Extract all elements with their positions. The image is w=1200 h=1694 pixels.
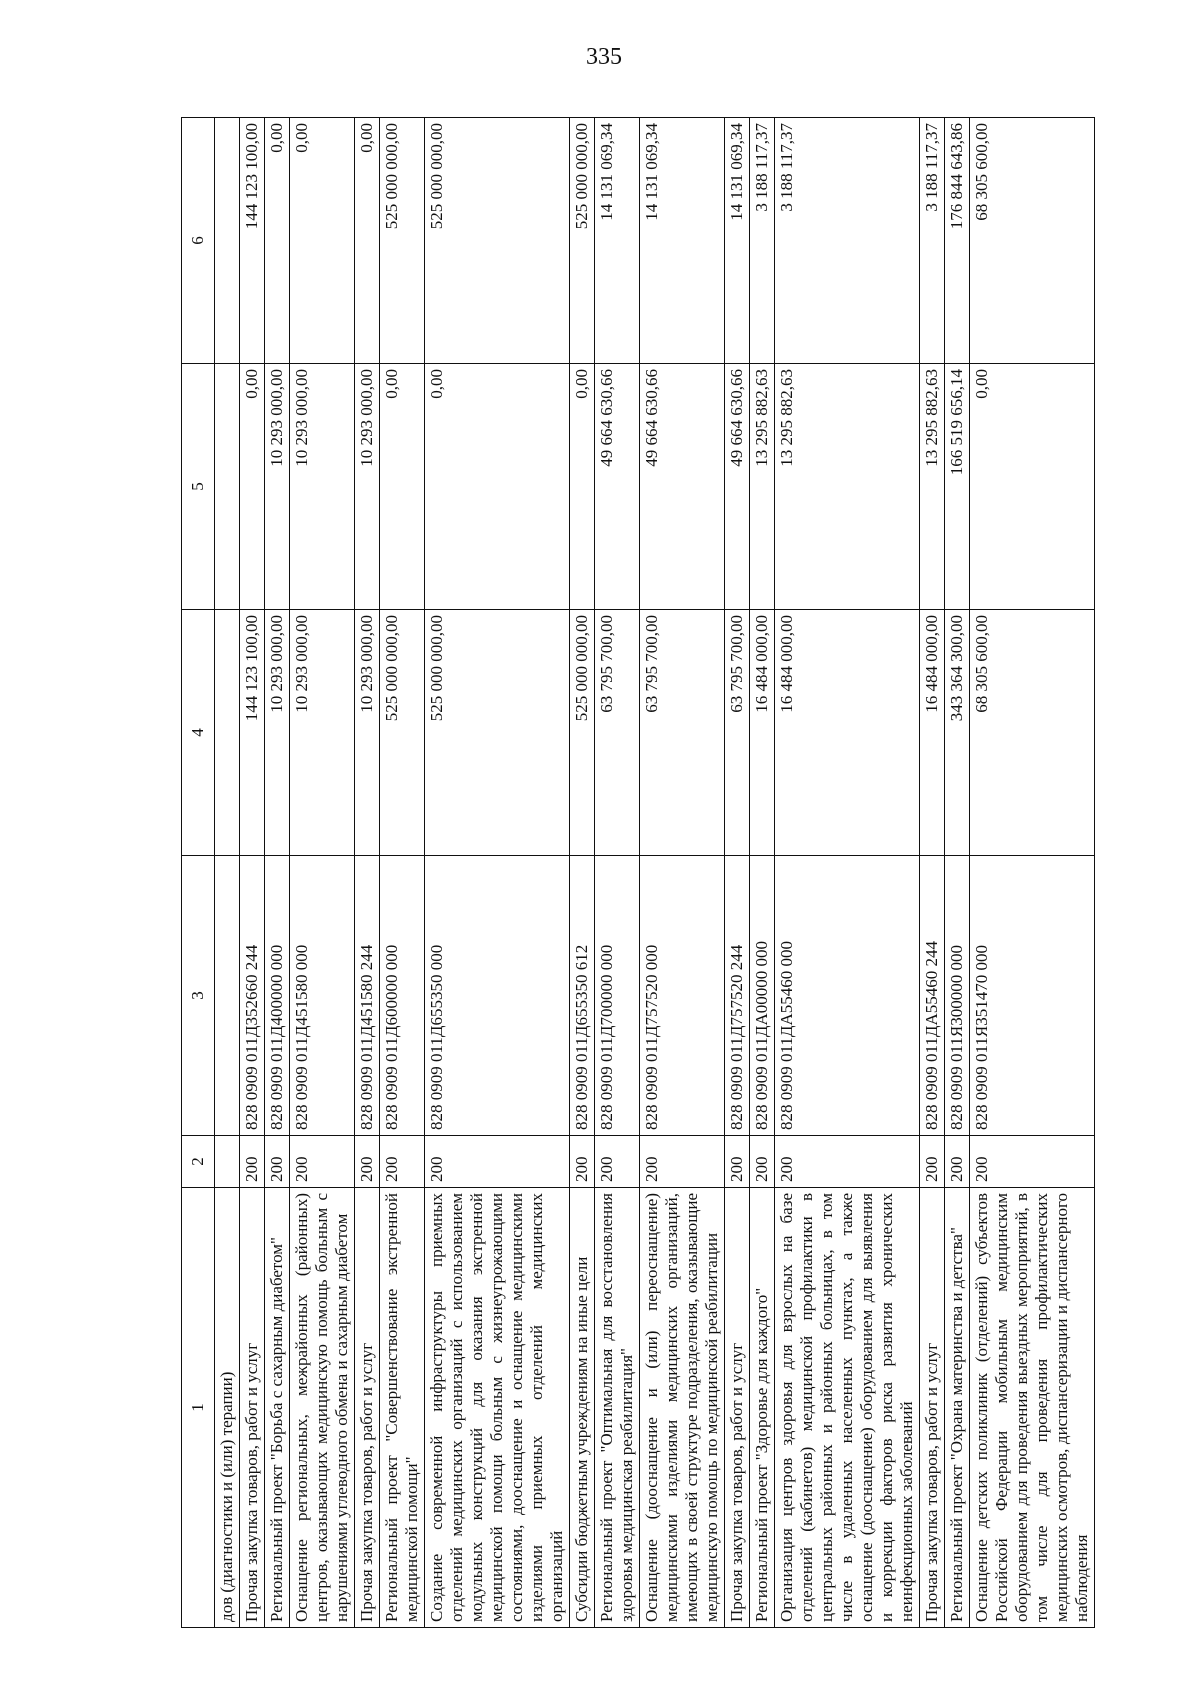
row-value-col5: 166 519 656,14 (945, 364, 970, 610)
row-code (215, 1136, 240, 1188)
row-value-col5: 0,00 (425, 364, 570, 610)
row-kbk: 828 0909 011Д600000 000 (380, 856, 425, 1136)
row-code: 200 (920, 1136, 945, 1188)
row-kbk: 828 0909 011Д700000 000 (595, 856, 640, 1136)
row-name: Прочая закупка товаров, работ и услуг (920, 1188, 945, 1628)
table-row (775, 118, 920, 1628)
table-row (945, 118, 970, 1628)
row-code: 200 (570, 1136, 595, 1188)
row-value-col5: 0,00 (380, 364, 425, 610)
row-kbk: 828 0909 011Д655350 612 (570, 856, 595, 1136)
table-row (215, 118, 240, 1628)
row-value-col4: 63 795 700,00 (725, 610, 750, 856)
row-value-col4 (215, 610, 240, 856)
row-kbk: 828 0909 011Д352660 244 (240, 856, 265, 1136)
row-value-col5: 49 664 630,66 (725, 364, 750, 610)
row-code: 200 (265, 1136, 290, 1188)
row-code: 200 (945, 1136, 970, 1188)
row-value-col4: 10 293 000,00 (355, 610, 380, 856)
row-value-col6: 525 000 000,00 (380, 118, 425, 364)
row-code: 200 (355, 1136, 380, 1188)
row-kbk: 828 0909 011Д757520 244 (725, 856, 750, 1136)
row-value-col5: 0,00 (970, 364, 1095, 610)
row-value-col4: 144 123 100,00 (240, 610, 265, 856)
row-value-col4: 16 484 000,00 (775, 610, 920, 856)
row-value-col5: 0,00 (570, 364, 595, 610)
row-value-col5: 49 664 630,66 (640, 364, 725, 610)
row-name: дов (диагностики и (или) терапии) (215, 1188, 240, 1628)
row-value-col6: 3 188 117,37 (775, 118, 920, 364)
row-value-col4: 63 795 700,00 (640, 610, 725, 856)
row-value-col4: 16 484 000,00 (920, 610, 945, 856)
table-body (215, 118, 1095, 1628)
row-name: Создание современной инфраструктуры приемных отделений медицинских организаций с использованием модульных конструкций для оказания экстренной медицинской помощи больным с жизнеугрожающими состояниями, дооснащение и оснащение медицинскими изделиями приемных отделений медицинских организаций (425, 1188, 570, 1628)
page-number: 335 (586, 44, 622, 70)
row-value-col6: 14 131 069,34 (725, 118, 750, 364)
row-code: 200 (380, 1136, 425, 1188)
row-value-col6 (215, 118, 240, 364)
row-kbk: 828 0909 011ДА55460 244 (920, 856, 945, 1136)
table-row (380, 118, 425, 1628)
row-value-col5: 13 295 882,63 (775, 364, 920, 610)
row-name: Региональный проект "Борьба с сахарным диабетом" (265, 1188, 290, 1628)
header-col-4: 4 (182, 610, 215, 856)
row-value-col4: 525 000 000,00 (380, 610, 425, 856)
table-row (290, 118, 355, 1628)
table-row (920, 118, 945, 1628)
table-row (240, 118, 265, 1628)
row-value-col6: 3 188 117,37 (750, 118, 775, 364)
row-value-col6: 525 000 000,00 (425, 118, 570, 364)
row-kbk: 828 0909 011Д655350 000 (425, 856, 570, 1136)
row-code: 200 (750, 1136, 775, 1188)
budget-table (181, 117, 1095, 1628)
row-value-col6: 0,00 (265, 118, 290, 364)
row-value-col5: 10 293 000,00 (290, 364, 355, 610)
row-value-col5: 49 664 630,66 (595, 364, 640, 610)
row-value-col4: 10 293 000,00 (265, 610, 290, 856)
row-kbk: 828 0909 011Д451580 000 (290, 856, 355, 1136)
row-name: Оснащение детских поликлиник (отделений) субъектов Российской Федерации мобильным медицинским оборудованием для проведения выездных мероприятий, в том числе для проведения профилактических медицинских осмотров, диспансеризации и диспансерного наблюдения (970, 1188, 1095, 1628)
table-row (355, 118, 380, 1628)
row-value-col5 (215, 364, 240, 610)
row-name: Прочая закупка товаров, работ и услуг (355, 1188, 380, 1628)
row-value-col4: 10 293 000,00 (290, 610, 355, 856)
row-value-col5: 10 293 000,00 (355, 364, 380, 610)
row-value-col6: 0,00 (290, 118, 355, 364)
header-row (182, 118, 215, 1628)
row-name: Прочая закупка товаров, работ и услуг (725, 1188, 750, 1628)
row-value-col6: 3 188 117,37 (920, 118, 945, 364)
row-code: 200 (970, 1136, 1095, 1188)
row-value-col6: 525 000 000,00 (570, 118, 595, 364)
row-code: 200 (425, 1136, 570, 1188)
row-name: Организация центров здоровья для взрослых на базе отделений (кабинетов) медицинской профилактики в центральных районных и районных больницах, в том числе в удаленных населенных пунктах, а также оснащение (дооснащение) оборудованием для выявления и коррекции факторов риска развития хронических неинфекционных заболеваний (775, 1188, 920, 1628)
table-row (265, 118, 290, 1628)
row-kbk (215, 856, 240, 1136)
row-kbk: 828 0909 011Д400000 000 (265, 856, 290, 1136)
table-row (425, 118, 570, 1628)
row-name: Региональный проект "Совершенствование экстренной медицинской помощи" (380, 1188, 425, 1628)
row-name: Оснащение (дооснащение и (или) переоснащение) медицинскими изделиями медицинских организаций, имеющих в своей структуре подразделения, оказывающие медицинскую помощь по медицинской реабилитации (640, 1188, 725, 1628)
row-name: Региональный проект "Охрана материнства и детства" (945, 1188, 970, 1628)
table-row (970, 118, 1095, 1628)
rotated-table-container (181, 118, 1091, 1628)
header-col-1: 1 (182, 1188, 215, 1628)
header-col-5: 5 (182, 364, 215, 610)
row-value-col4: 525 000 000,00 (425, 610, 570, 856)
row-value-col6: 176 844 643,86 (945, 118, 970, 364)
row-code: 200 (775, 1136, 920, 1188)
table-row (595, 118, 640, 1628)
row-value-col4: 343 364 300,00 (945, 610, 970, 856)
row-value-col6: 14 131 069,34 (595, 118, 640, 364)
row-value-col5: 10 293 000,00 (265, 364, 290, 610)
row-name: Региональный проект "Здоровье для каждого" (750, 1188, 775, 1628)
row-value-col4: 63 795 700,00 (595, 610, 640, 856)
row-value-col5: 13 295 882,63 (750, 364, 775, 610)
table-row (640, 118, 725, 1628)
row-code: 200 (725, 1136, 750, 1188)
header-col-3: 3 (182, 856, 215, 1136)
row-kbk: 828 0909 011ДА55460 000 (775, 856, 920, 1136)
row-kbk: 828 0909 011Д757520 000 (640, 856, 725, 1136)
row-value-col4: 68 305 600,00 (970, 610, 1095, 856)
row-kbk: 828 0909 011Я300000 000 (945, 856, 970, 1136)
row-name: Региональный проект "Оптимальная для восстановления здоровья медицинская реабилитация" (595, 1188, 640, 1628)
row-value-col6: 0,00 (355, 118, 380, 364)
row-value-col4: 16 484 000,00 (750, 610, 775, 856)
row-code: 200 (595, 1136, 640, 1188)
row-value-col6: 14 131 069,34 (640, 118, 725, 364)
row-value-col4: 525 000 000,00 (570, 610, 595, 856)
row-value-col5: 13 295 882,63 (920, 364, 945, 610)
row-code: 200 (240, 1136, 265, 1188)
header-col-2: 2 (182, 1136, 215, 1188)
row-kbk: 828 0909 011ДА00000 000 (750, 856, 775, 1136)
row-value-col5: 0,00 (240, 364, 265, 610)
header-col-6: 6 (182, 118, 215, 364)
table-row (570, 118, 595, 1628)
row-kbk: 828 0909 011Д451580 244 (355, 856, 380, 1136)
row-value-col6: 68 305 600,00 (970, 118, 1095, 364)
row-value-col6: 144 123 100,00 (240, 118, 265, 364)
row-code: 200 (290, 1136, 355, 1188)
row-code: 200 (640, 1136, 725, 1188)
row-kbk: 828 0909 011Я351470 000 (970, 856, 1095, 1136)
table-row (725, 118, 750, 1628)
row-name: Прочая закупка товаров, работ и услуг (240, 1188, 265, 1628)
table-row (750, 118, 775, 1628)
row-name: Субсидии бюджетным учреждениям на иные цели (570, 1188, 595, 1628)
row-name: Оснащение региональных, межрайонных (районных) центров, оказывающих медицинскую помощь больным с нарушениями углеводного обмена и сахарным диабетом (290, 1188, 355, 1628)
